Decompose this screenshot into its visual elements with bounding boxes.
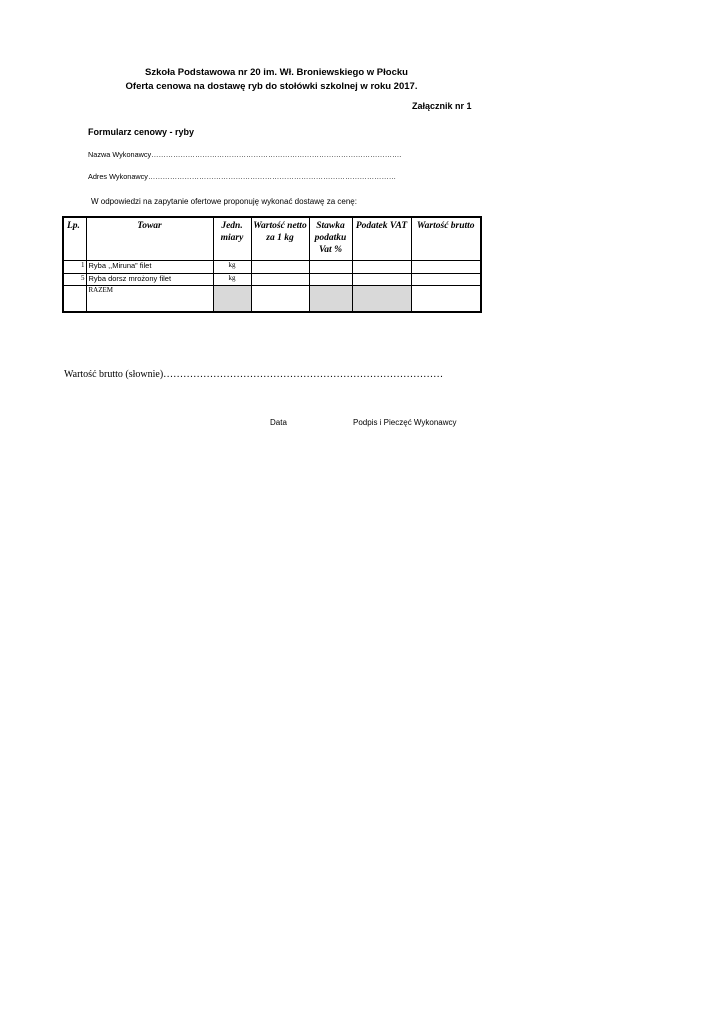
- table-total-row: [63, 285, 481, 312]
- school-name-heading: Szkoła Podstawowa nr 20 im. Wł. Broniewskiego w Płocku: [145, 67, 408, 78]
- row-jedn: kg: [213, 273, 251, 285]
- intro-text: W odpowiedzi na zapytanie ofertowe proponuję wykonać dostawę za cenę:: [91, 197, 357, 206]
- price-table: [62, 216, 482, 313]
- header-wartosc-netto: Wartość netto za 1 kg: [251, 217, 309, 261]
- total-netto-cell[interactable]: [251, 285, 309, 312]
- signature-label: Podpis i Pieczęć Wykonawcy: [353, 418, 457, 427]
- total-brutto-cell[interactable]: [411, 285, 481, 312]
- total-jedn-cell: [213, 285, 251, 312]
- total-label: RAZEM: [86, 285, 213, 312]
- date-label: Data: [270, 418, 287, 427]
- header-jedn-miary: Jedn. miary: [213, 217, 251, 261]
- header-towar: Towar: [86, 217, 213, 261]
- total-stawka-cell: [309, 285, 352, 312]
- row-jedn: kg: [213, 261, 251, 273]
- row-brutto-cell[interactable]: [411, 261, 481, 273]
- header-wartosc-brutto: Wartość brutto: [411, 217, 481, 261]
- table-row: [63, 261, 481, 273]
- row-towar: Ryba ,,Miruna” filet: [86, 261, 213, 273]
- contractor-name-field: Nazwa Wykonawcy………………………………………………………………………………………….: [88, 150, 402, 159]
- row-netto-cell[interactable]: [251, 273, 309, 285]
- row-netto-cell[interactable]: [251, 261, 309, 273]
- row-podatek-cell[interactable]: [352, 261, 411, 273]
- form-title: Formularz cenowy - ryby: [88, 127, 195, 137]
- row-stawka-cell[interactable]: [309, 261, 352, 273]
- header-podatek-vat: Podatek VAT: [352, 217, 411, 261]
- total-lp-cell: [63, 285, 86, 312]
- header-stawka-vat: Stawka podatku Vat %: [309, 217, 352, 261]
- offer-title-heading: Oferta cenowa na dostawę ryb do stołówki szkolnej w roku 2017.: [125, 81, 418, 92]
- annex-label: Załącznik nr 1: [412, 101, 472, 111]
- row-podatek-cell[interactable]: [352, 273, 411, 285]
- row-towar: Ryba dorsz mrożony filet: [86, 273, 213, 285]
- total-podatek-cell: [352, 285, 411, 312]
- table-row: [63, 273, 481, 285]
- row-lp: 5: [63, 273, 86, 285]
- row-lp: 1: [63, 261, 86, 273]
- gross-value-in-words-field: Wartość brutto (słownie)…………………………………………………………………………: [64, 369, 444, 380]
- row-brutto-cell[interactable]: [411, 273, 481, 285]
- row-stawka-cell[interactable]: [309, 273, 352, 285]
- table-header-row: [63, 217, 481, 261]
- contractor-address-field: Adres Wykonawcy…………………………………………………………………………………………: [88, 172, 397, 181]
- header-lp: Lp.: [63, 217, 86, 261]
